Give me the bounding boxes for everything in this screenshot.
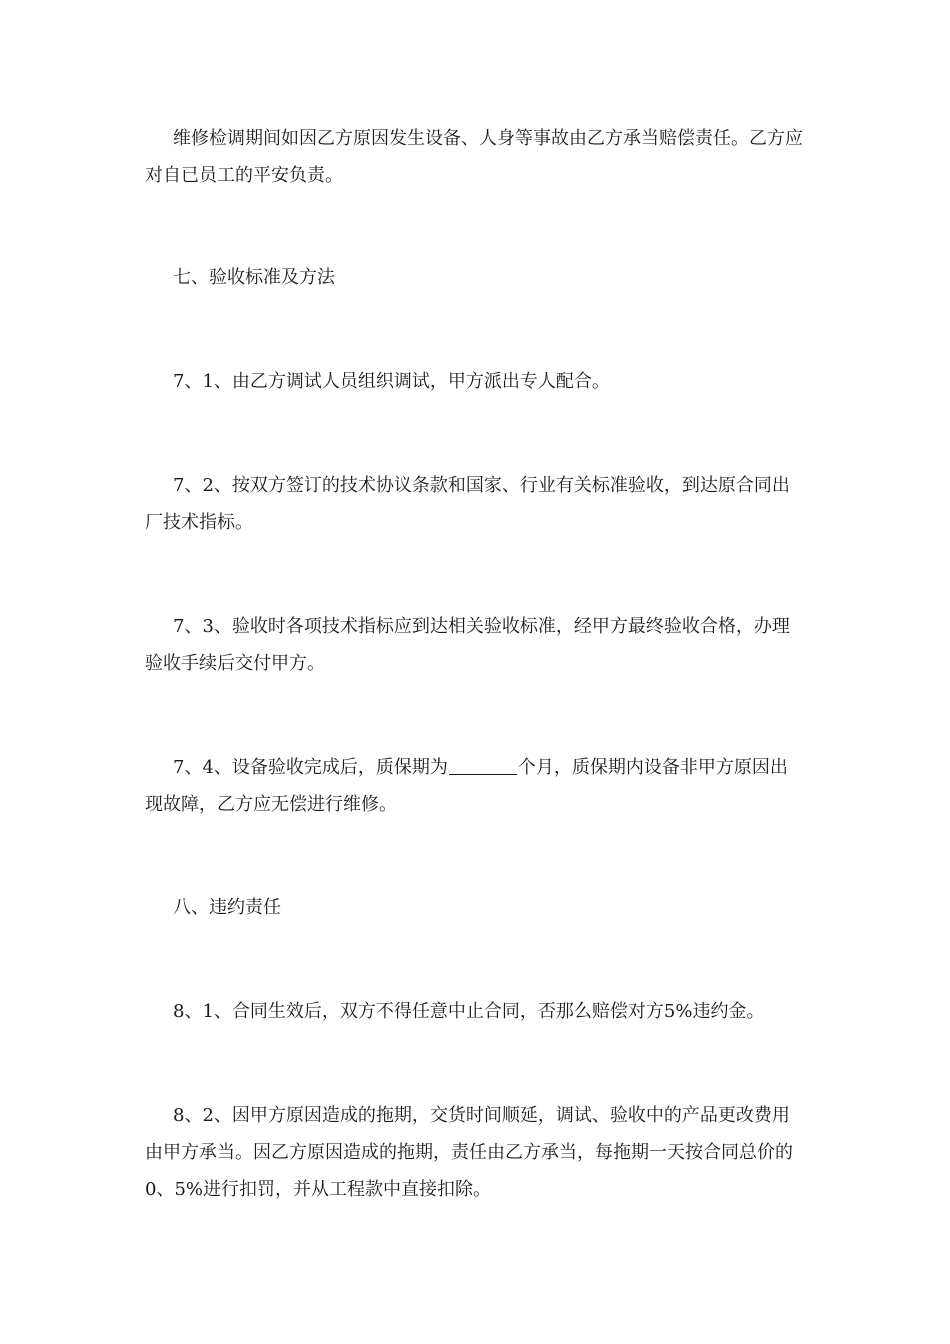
paragraph-7-3: 7、3、验收时各项技术指标应到达相关验收标准，经甲方最终验收合格，办理验收手续后交付甲方。 bbox=[145, 616, 790, 674]
paragraph-7-4-before: 7、4、设备验收完成后，质保期为 bbox=[173, 757, 448, 778]
section-heading-breach: 八、违约责任 bbox=[173, 897, 281, 918]
paragraph-7-4-after: 个月，质保期内设备非甲方原因出现故障，乙方应无偿进行维修。 bbox=[145, 757, 788, 815]
section-heading-acceptance: 七、验收标准及方法 bbox=[173, 267, 335, 288]
paragraph-accident-liability: 维修检调期间如因乙方原因发生设备、人身等事故由乙方承当赔偿责任。乙方应对自已员工的平安负责。 bbox=[145, 128, 803, 186]
paragraph-7-4 bbox=[145, 749, 805, 823]
paragraph-7-2: 7、2、按双方签订的技术协议条款和国家、行业有关标准验收，到达原合同出厂技术指标。 bbox=[145, 475, 790, 533]
paragraph-8-1: 8、1、合同生效后，双方不得任意中止合同，否那么赔偿对方5%违约金。 bbox=[173, 1001, 765, 1022]
paragraph-8-2: 8、2、因甲方原因造成的拖期，交货时间顺延，调试、验收中的产品更改费用由甲方承当。因乙方原因造成的拖期，责任由乙方承当，每拖期一天按合同总价的0、5%进行扣罚，并从工程款中直接扣除。 bbox=[145, 1105, 793, 1200]
paragraph-7-1: 7、1、由乙方调试人员组织调试，甲方派出专人配合。 bbox=[173, 371, 610, 392]
warranty-months-blank bbox=[449, 756, 517, 775]
